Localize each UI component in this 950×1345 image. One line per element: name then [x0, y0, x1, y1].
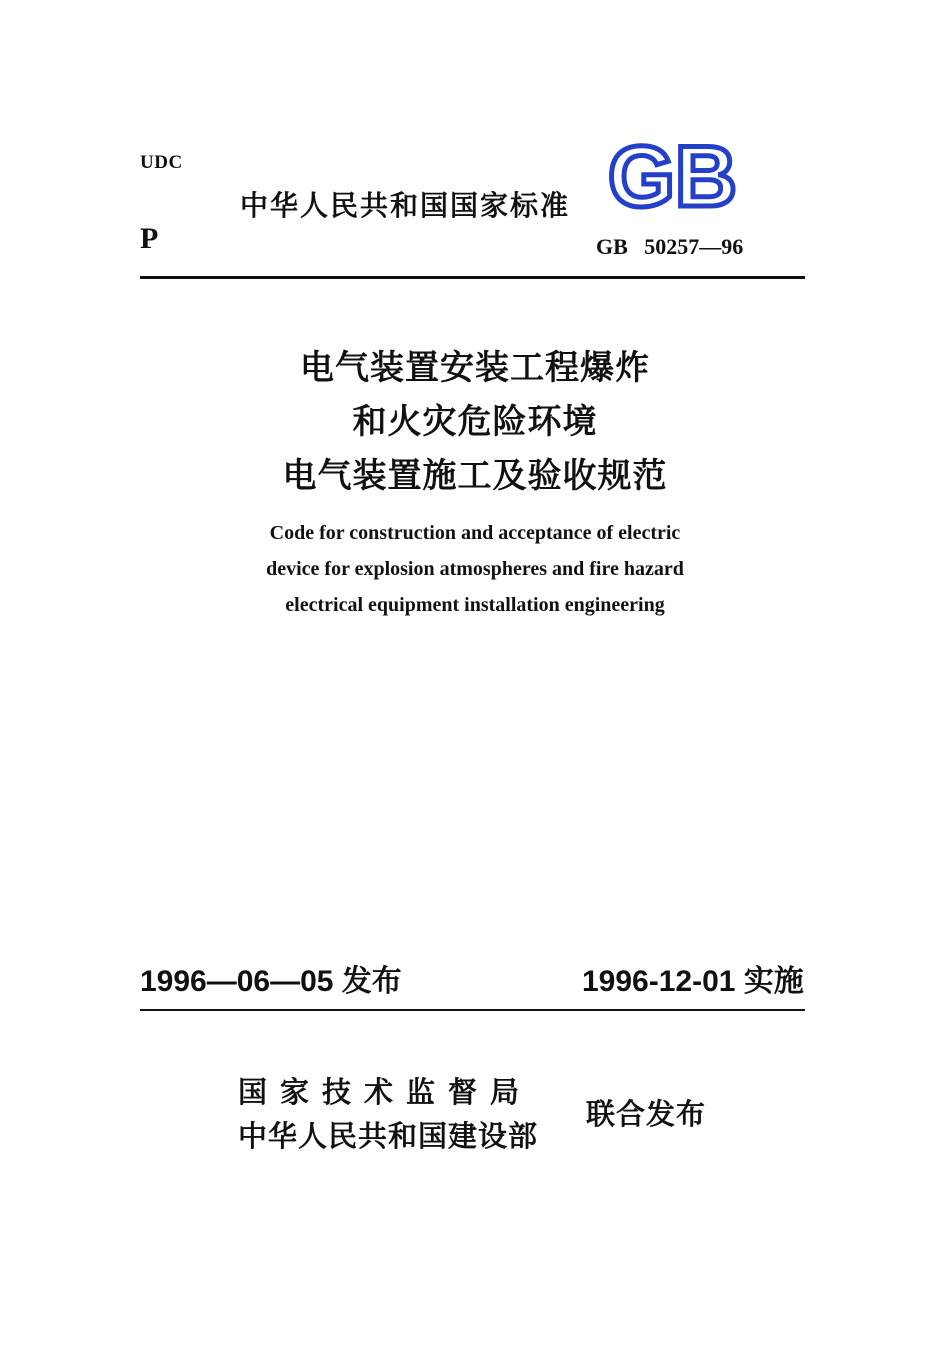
classification-code: P [140, 222, 159, 255]
title-en-line-3: electrical equipment installation engineering [285, 594, 665, 616]
top-divider [140, 276, 805, 279]
standard-number: GB 50257—96 [596, 234, 744, 259]
gb-logo [608, 140, 753, 216]
title-cn-line-1: 电气装置安装工程爆炸 [300, 348, 650, 388]
national-standard-heading: 中华人民共和国国家标准 [240, 189, 571, 222]
implementation-date: 1996-12-01 实施 [582, 965, 804, 998]
udc-label: UDC [140, 152, 183, 173]
title-cn-line-3: 电气装置施工及验收规范 [282, 456, 668, 496]
title-cn-line-2: 和火灾危险环境 [352, 402, 598, 442]
issuer-line-2: 中华人民共和国建设部 [238, 1119, 539, 1153]
joint-release-label: 联合发布 [586, 1097, 707, 1131]
bottom-divider [140, 1009, 805, 1011]
title-en-line-1: Code for construction and acceptance of electric [269, 522, 681, 544]
issue-date: 1996—06—05 发布 [140, 965, 402, 998]
gb-logo-text: GB [608, 140, 737, 216]
title-en-line-2: device for explosion atmospheres and fire hazard [266, 558, 684, 580]
issuer-line-1: 国家技术监督局 [238, 1075, 533, 1109]
